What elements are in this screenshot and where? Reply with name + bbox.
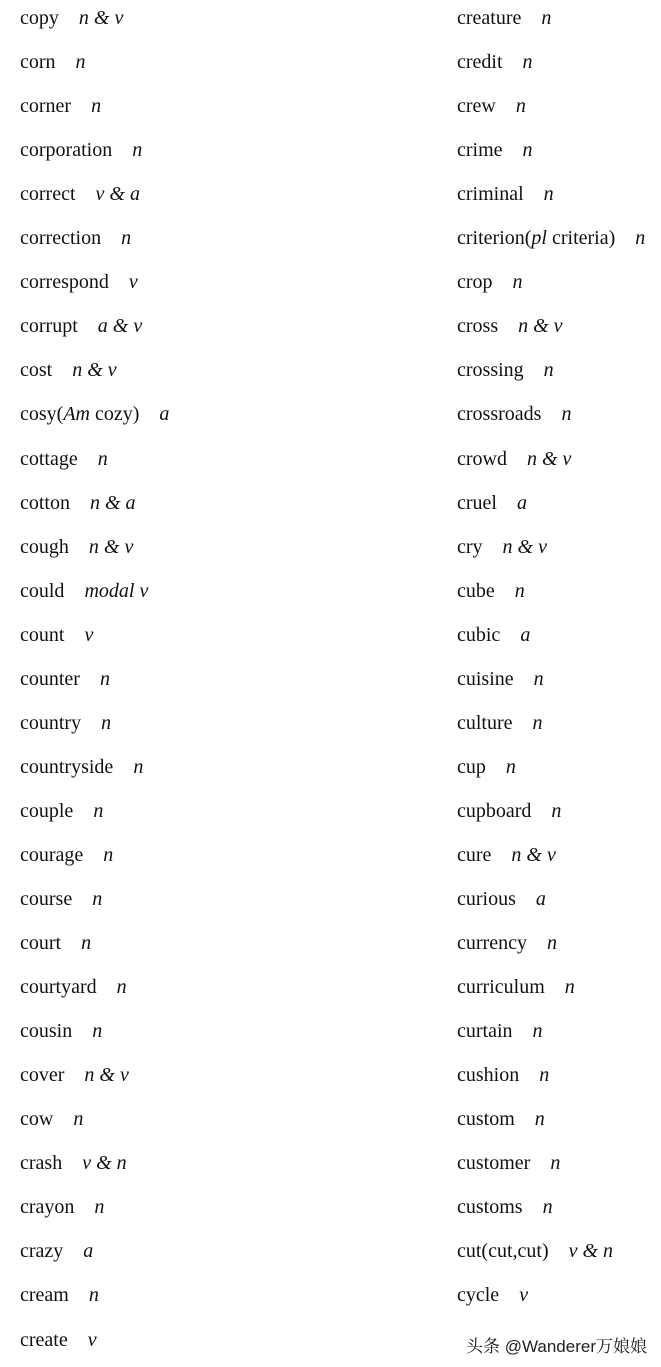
part-of-speech: n & v xyxy=(511,843,556,866)
headword: cross xyxy=(457,315,499,338)
headword: curious xyxy=(457,888,516,910)
headword: corner xyxy=(20,95,72,118)
word-entry xyxy=(20,755,143,779)
part-of-speech: n xyxy=(88,1284,99,1307)
headword: curriculum xyxy=(457,976,545,999)
word-entry xyxy=(457,314,563,338)
word-entry xyxy=(20,799,103,823)
part-of-speech: v xyxy=(87,1328,97,1351)
word-entry xyxy=(20,94,101,118)
word-entry xyxy=(457,491,527,515)
word-entry xyxy=(20,887,102,911)
part-of-speech: n xyxy=(522,51,533,74)
word-entry xyxy=(457,1195,553,1219)
word-entry xyxy=(457,755,516,779)
word-entry xyxy=(457,138,533,162)
headword: crossroads xyxy=(457,403,542,426)
word-entry xyxy=(20,402,169,426)
part-of-speech: n xyxy=(551,799,562,822)
word-entry xyxy=(20,226,131,250)
part-of-speech: n xyxy=(91,95,102,118)
word-entry xyxy=(457,579,525,603)
word-entry xyxy=(457,182,554,206)
word-entry xyxy=(20,623,93,647)
headword: crew xyxy=(457,95,496,118)
headword: crop xyxy=(457,271,493,294)
headword: correction xyxy=(20,227,102,250)
headword: customs xyxy=(457,1196,523,1219)
word-entry xyxy=(20,1019,102,1043)
word-entry xyxy=(20,535,133,559)
word-entry xyxy=(20,182,140,206)
word-entry xyxy=(457,226,645,250)
word-entry xyxy=(20,270,138,294)
part-of-speech: n xyxy=(132,139,143,162)
word-entry xyxy=(457,711,543,735)
part-of-speech: n xyxy=(534,1108,545,1131)
word-entry xyxy=(20,491,136,515)
part-of-speech: v & a xyxy=(95,183,140,206)
word-entry xyxy=(457,931,557,955)
headword: cubic xyxy=(457,623,501,646)
part-of-speech: a xyxy=(159,403,170,426)
headword: crime xyxy=(457,139,503,162)
word-entry xyxy=(20,314,142,338)
part-of-speech: v xyxy=(84,623,94,646)
word-entry xyxy=(457,1019,543,1043)
part-of-speech: n xyxy=(522,139,533,162)
part-of-speech: n & v xyxy=(88,535,134,558)
word-entry xyxy=(20,1195,104,1219)
headword: cotton xyxy=(20,491,70,514)
part-of-speech: n xyxy=(564,976,575,999)
part-of-speech: n & v xyxy=(518,315,563,338)
headword: correct xyxy=(20,183,76,206)
part-of-speech: n & v xyxy=(84,1064,129,1087)
word-entry xyxy=(457,402,571,426)
part-of-speech: n xyxy=(561,403,572,426)
part-of-speech: n xyxy=(75,51,86,74)
part-of-speech: n & v xyxy=(72,359,117,382)
headword: cover xyxy=(20,1064,65,1087)
word-entry xyxy=(457,887,546,911)
word-entry xyxy=(20,1283,99,1307)
part-of-speech: n & v xyxy=(502,535,547,558)
part-of-speech: n & a xyxy=(90,491,136,514)
headword: customer xyxy=(457,1152,531,1175)
headword: courtyard xyxy=(20,976,97,999)
word-entry xyxy=(20,6,123,30)
part-of-speech: n & v xyxy=(526,447,572,470)
part-of-speech: v xyxy=(128,271,138,294)
headword: copy xyxy=(20,7,59,29)
part-of-speech: n xyxy=(99,667,110,690)
headword: crazy xyxy=(20,1240,64,1263)
headword: creature xyxy=(457,7,522,29)
headword: corn xyxy=(20,51,56,74)
headword: custom xyxy=(457,1108,515,1131)
word-entry xyxy=(457,799,561,823)
word-entry xyxy=(457,358,554,382)
headword: crayon xyxy=(20,1196,75,1219)
part-of-speech: n xyxy=(533,667,544,690)
part-of-speech: a xyxy=(516,491,527,514)
part-of-speech: n xyxy=(92,888,103,910)
part-of-speech: n xyxy=(532,711,543,734)
word-entry xyxy=(457,1107,545,1131)
part-of-speech: n xyxy=(512,271,523,294)
headword: cube xyxy=(457,579,495,602)
word-entry xyxy=(20,579,148,603)
part-of-speech: n xyxy=(133,755,144,778)
headword: corporation xyxy=(20,139,113,162)
part-of-speech: n xyxy=(550,1152,561,1175)
part-of-speech: n xyxy=(635,227,646,250)
headword: cream xyxy=(20,1284,69,1307)
headword: cow xyxy=(20,1108,54,1131)
part-of-speech: a xyxy=(520,623,531,646)
headword: corrupt xyxy=(20,315,78,338)
part-of-speech: n xyxy=(101,711,112,734)
headword: cupboard xyxy=(457,799,532,822)
word-entry xyxy=(20,1239,93,1263)
word-entry xyxy=(20,138,142,162)
word-entry xyxy=(20,931,91,955)
headword: crowd xyxy=(457,447,507,470)
part-of-speech: v & n xyxy=(82,1152,127,1175)
headword: criminal xyxy=(457,183,524,206)
part-of-speech: modal v xyxy=(84,579,149,602)
headword: criterion(pl criteria) xyxy=(457,227,616,250)
word-entry xyxy=(20,50,86,74)
headword: cycle xyxy=(457,1284,500,1307)
part-of-speech: n xyxy=(103,843,114,866)
word-entry xyxy=(457,623,530,647)
part-of-speech: n xyxy=(546,932,557,955)
headword: credit xyxy=(457,51,503,74)
word-entry xyxy=(457,843,556,867)
word-entry xyxy=(457,975,575,999)
word-entry xyxy=(457,270,523,294)
headword: cruel xyxy=(457,491,497,514)
part-of-speech: v & n xyxy=(568,1240,614,1263)
headword: course xyxy=(20,888,73,910)
part-of-speech: n xyxy=(514,579,525,602)
headword: crash xyxy=(20,1152,63,1175)
watermark-label: 头条 @Wanderer万娘娘 xyxy=(466,1337,647,1356)
headword: crossing xyxy=(457,359,524,382)
part-of-speech: n xyxy=(93,799,104,822)
part-of-speech: n xyxy=(539,1064,550,1087)
part-of-speech: n xyxy=(73,1108,84,1131)
part-of-speech: a xyxy=(83,1240,94,1263)
headword: curtain xyxy=(457,1020,513,1043)
headword: cousin xyxy=(20,1020,73,1043)
part-of-speech: n xyxy=(543,359,554,382)
headword: count xyxy=(20,623,65,646)
word-entry xyxy=(20,1151,127,1175)
word-entry xyxy=(20,1328,97,1352)
headword: cut(cut,cut) xyxy=(457,1240,549,1263)
part-of-speech: a & v xyxy=(97,315,143,338)
part-of-speech: n xyxy=(97,447,108,470)
headword: court xyxy=(20,932,62,955)
word-entry xyxy=(457,535,547,559)
headword: culture xyxy=(457,711,513,734)
headword: cushion xyxy=(457,1064,520,1087)
headword: cosy(Am cozy) xyxy=(20,403,140,426)
word-entry xyxy=(457,1063,549,1087)
headword: courage xyxy=(20,843,84,866)
part-of-speech: n xyxy=(92,1020,103,1043)
part-of-speech: n xyxy=(532,1020,543,1043)
word-entry xyxy=(457,1151,560,1175)
headword: create xyxy=(20,1328,68,1351)
headword: couple xyxy=(20,799,74,822)
headword: currency xyxy=(457,932,527,955)
headword: cry xyxy=(457,535,483,558)
headword: country xyxy=(20,711,82,734)
part-of-speech: n xyxy=(543,183,554,206)
headword: countryside xyxy=(20,755,114,778)
headword: cottage xyxy=(20,447,78,470)
word-entry xyxy=(20,1107,83,1131)
word-entry xyxy=(20,975,127,999)
word-entry xyxy=(20,667,110,691)
word-entry xyxy=(457,94,526,118)
headword: cost xyxy=(20,359,53,382)
part-of-speech: n & v xyxy=(78,7,124,29)
part-of-speech: n xyxy=(542,1196,553,1219)
word-entry xyxy=(20,711,111,735)
word-entry xyxy=(457,447,571,471)
part-of-speech: a xyxy=(535,888,546,910)
headword: cup xyxy=(457,755,486,778)
word-entry xyxy=(20,843,113,867)
part-of-speech: n xyxy=(81,932,92,955)
headword: correspond xyxy=(20,271,109,294)
word-entry xyxy=(457,667,544,691)
word-entry xyxy=(20,358,117,382)
word-entry xyxy=(20,447,108,471)
word-entry xyxy=(457,1283,528,1307)
part-of-speech: n xyxy=(505,755,516,778)
word-entry xyxy=(457,6,551,30)
headword: cure xyxy=(457,843,492,866)
headword: cough xyxy=(20,535,69,558)
headword: could xyxy=(20,579,65,602)
headword: counter xyxy=(20,667,80,690)
part-of-speech: n xyxy=(541,7,552,29)
part-of-speech: n xyxy=(94,1196,105,1219)
word-entry xyxy=(457,50,533,74)
part-of-speech: n xyxy=(121,227,132,250)
part-of-speech: n xyxy=(116,976,127,999)
word-entry xyxy=(20,1063,129,1087)
part-of-speech: v xyxy=(519,1284,529,1307)
part-of-speech: n xyxy=(515,95,526,118)
word-entry xyxy=(457,1239,613,1263)
headword: cuisine xyxy=(457,667,514,690)
